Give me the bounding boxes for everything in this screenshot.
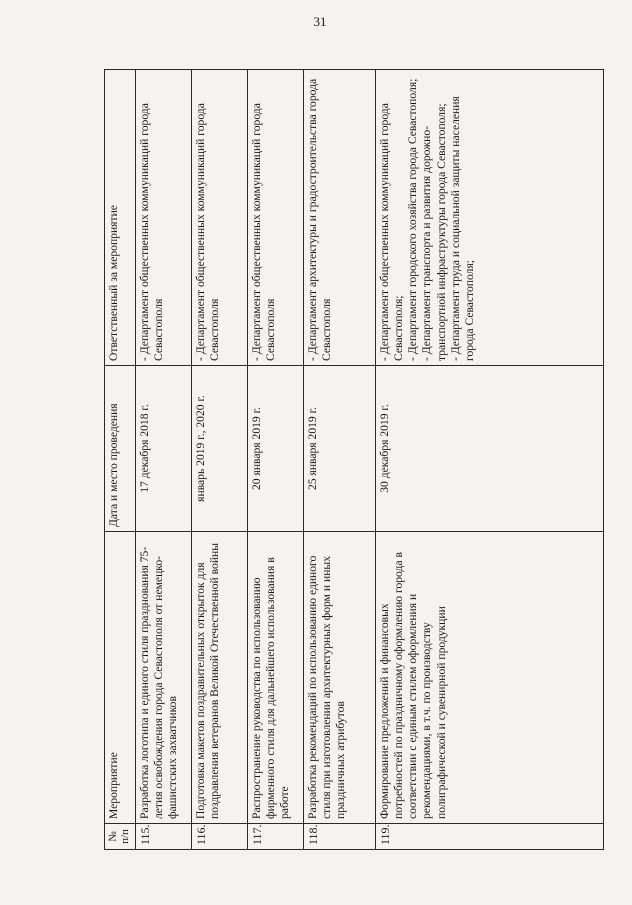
header-responsible: Ответственный за мероприятие (105, 70, 136, 366)
row-event: Распространение руководства по использованию фирменного стиля для дальнейшего использования в работе (248, 532, 304, 824)
scan-speck: · (25, 520, 27, 526)
row-number: 118. (304, 824, 376, 850)
rotated-table-container (104, 70, 604, 850)
row-event: Разработка логотипа и единого стиля празднования 75-летия освобождения города Севастополя от немецко-фашистских захватчиков (136, 532, 192, 824)
row-date: 25 января 2019 г. (304, 366, 376, 532)
responsible-line: - Департамент городского хозяйства города Севастополя; (406, 78, 420, 361)
row-date: 20 января 2019 г. (248, 366, 304, 532)
header-date: Дата и место проведения (105, 366, 136, 532)
row-number: 119. (376, 824, 604, 850)
responsible-line: - Департамент общественных коммуникаций города Севастополя (250, 103, 278, 361)
scan-speck: · (48, 700, 50, 706)
row-date: 30 декабря 2019 г. (376, 366, 604, 532)
row-event: Разработка рекомендаций по использованию единого стиля при изготовлении архитектурных форм и иных праздничных атрибутов (304, 532, 376, 824)
table-row (192, 70, 248, 850)
row-responsible (248, 70, 304, 366)
table-header-row (105, 70, 136, 850)
row-number: 117. (248, 824, 304, 850)
responsible-line: - Департамент общественных коммуникаций города Севастополя (194, 103, 222, 361)
row-event: Подготовка макетов поздравительных открыток для поздравления ветеранов Великой Отечественной войны (192, 532, 248, 824)
row-responsible (304, 70, 376, 366)
table-row (136, 70, 192, 850)
row-responsible (136, 70, 192, 366)
events-table (104, 69, 604, 850)
header-event: Мероприятие (105, 532, 136, 824)
scan-speck: · (20, 120, 22, 126)
page-number: 31 (313, 14, 327, 29)
responsible-line: - Департамент архитектуры и градостроительства города Севастополя (306, 78, 334, 361)
scan-speck: · (38, 300, 40, 306)
row-event: Формирование предложений и финансовых потребностей по праздничному оформлению города в соответствии с единым стилем оформления и рекомендациями, в т.ч. по производству полиграфической и сувенирной продукции (376, 532, 604, 824)
responsible-line: - Департамент общественных коммуникаций города Севастополя (138, 103, 166, 361)
row-responsible (192, 70, 248, 366)
table-row (248, 70, 304, 850)
row-date: 17 декабря 2018 г. (136, 366, 192, 532)
row-number: 115. (136, 824, 192, 850)
header-number: № п/п (105, 824, 136, 850)
table-row (304, 70, 376, 850)
responsible-line: - Департамент труда и социальной защиты населения города Севастополя; (448, 96, 476, 361)
table-row (376, 70, 604, 850)
row-number: 116. (192, 824, 248, 850)
responsible-line: - Департамент общественных коммуникаций города Севастополя; (378, 103, 406, 361)
responsible-line: - Департамент транспорта и развития дорожно-транспортной инфраструктуры города Севастополя; (420, 103, 448, 361)
row-responsible (376, 70, 604, 366)
row-date: январь 2019 г., 2020 г. (192, 366, 248, 532)
